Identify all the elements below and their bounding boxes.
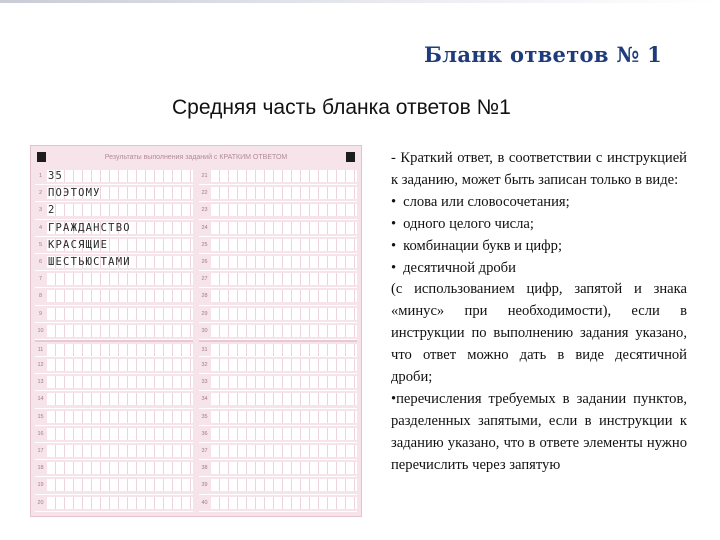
- answer-row: [199, 495, 357, 512]
- answer-cells[interactable]: [47, 411, 193, 423]
- handwritten-answer: КРАСЯЩИЕ: [48, 238, 109, 251]
- bullet-icon: •: [391, 193, 397, 210]
- task-number: 32: [201, 362, 208, 369]
- task-number: 40: [201, 499, 208, 506]
- answer-cells[interactable]: [211, 462, 357, 474]
- answer-row: [199, 409, 357, 426]
- answer-row: [199, 288, 357, 305]
- task-number: 20: [37, 499, 44, 506]
- answer-cells[interactable]: [47, 170, 193, 182]
- list-item: [391, 192, 687, 214]
- task-number: 13: [37, 379, 44, 386]
- answer-cells[interactable]: [47, 308, 193, 320]
- answer-row: [35, 185, 193, 202]
- task-number: 30: [201, 327, 208, 334]
- answer-cells[interactable]: [211, 204, 357, 216]
- handwritten-answer: ГРАЖДАНСТВО: [48, 221, 131, 234]
- answer-row: [199, 340, 357, 357]
- list-item: [391, 389, 687, 477]
- answer-cells[interactable]: [211, 479, 357, 491]
- answer-row: [199, 391, 357, 408]
- bullet-icon: •: [391, 215, 397, 232]
- answer-row: [199, 357, 357, 374]
- list-item: [391, 236, 687, 258]
- answer-cells[interactable]: [211, 411, 357, 423]
- answer-row: [35, 357, 193, 374]
- task-number: 28: [201, 293, 208, 300]
- list-item-text: комбинации букв и цифр;: [403, 237, 562, 254]
- task-number: 3: [38, 207, 43, 214]
- top-decorative-rule: [0, 0, 720, 3]
- answer-row: [35, 426, 193, 443]
- list-item: [391, 214, 687, 236]
- task-number: 34: [201, 396, 208, 403]
- list-item-text: десятичной дроби: [403, 259, 516, 276]
- answer-row: [199, 477, 357, 494]
- task-number: 7: [38, 276, 43, 283]
- answer-row: [35, 443, 193, 460]
- task-number: 33: [201, 379, 208, 386]
- task-number: 17: [37, 448, 44, 454]
- answer-sheet-form: [30, 145, 362, 517]
- answer-row: [199, 426, 357, 443]
- answer-row: [35, 306, 193, 323]
- task-number: 38: [201, 465, 208, 472]
- answer-cells[interactable]: [211, 170, 357, 182]
- task-number: 39: [201, 482, 208, 489]
- answer-row: [199, 460, 357, 477]
- task-number: 29: [201, 310, 208, 317]
- task-number: 6: [38, 258, 43, 265]
- answer-row: [199, 443, 357, 460]
- answer-cells[interactable]: [47, 290, 193, 302]
- task-number: 35: [201, 413, 208, 420]
- task-number: 5: [38, 241, 43, 248]
- answer-row: [35, 254, 193, 271]
- answer-row: [35, 323, 193, 340]
- answer-row: [35, 168, 193, 185]
- answer-cells[interactable]: [47, 359, 193, 371]
- task-number: 10: [37, 327, 44, 334]
- handwritten-answer: 35: [48, 170, 64, 182]
- handwritten-answer: ШЕСТЬЮСТАМИ: [48, 255, 131, 268]
- bullet-icon: •: [391, 237, 397, 254]
- answer-row: [35, 288, 193, 305]
- answer-cells[interactable]: [47, 479, 193, 491]
- handwritten-answer: ПОЭТОМУ: [48, 187, 101, 200]
- answer-cells[interactable]: [211, 359, 357, 371]
- answer-cells[interactable]: [47, 325, 193, 337]
- answer-row: [35, 237, 193, 254]
- answer-cells[interactable]: [47, 273, 193, 285]
- answer-row: [35, 391, 193, 408]
- answer-row: [35, 460, 193, 477]
- answer-row: [199, 271, 357, 288]
- task-number: 22: [201, 190, 208, 197]
- answer-cells[interactable]: [211, 239, 357, 251]
- answer-cells[interactable]: [47, 428, 193, 440]
- answer-cells[interactable]: [47, 497, 193, 509]
- answer-row: [199, 374, 357, 391]
- answer-row: [35, 374, 193, 391]
- answer-row: [35, 202, 193, 219]
- answer-row: [199, 254, 357, 271]
- answer-row: [35, 340, 193, 357]
- slide-subtitle: Средняя часть бланка ответов №1: [172, 96, 511, 119]
- instructions-text: [391, 148, 687, 477]
- answer-cells[interactable]: [211, 344, 357, 356]
- answer-row: [199, 237, 357, 254]
- task-number: 23: [201, 207, 208, 214]
- answer-row: [35, 477, 193, 494]
- answer-cells[interactable]: [211, 256, 357, 268]
- task-number: 9: [38, 310, 43, 317]
- task-number: 24: [201, 224, 208, 231]
- task-number: 21: [201, 173, 208, 179]
- task-number: 18: [37, 465, 44, 472]
- answer-cells[interactable]: [211, 393, 357, 405]
- task-number: 12: [37, 362, 44, 369]
- answer-cells[interactable]: [211, 273, 357, 285]
- answer-row: [199, 323, 357, 340]
- task-number: 19: [37, 482, 44, 489]
- task-number: 2: [38, 190, 43, 197]
- answer-row: [35, 495, 193, 512]
- answer-row: [199, 185, 357, 202]
- task-number: 31: [201, 346, 208, 353]
- answer-cells[interactable]: [47, 344, 193, 356]
- answer-cells[interactable]: [47, 204, 193, 216]
- task-number: 37: [201, 448, 208, 454]
- task-number: 14: [37, 396, 44, 403]
- answers-column-left: [35, 168, 193, 512]
- task-number: 36: [201, 430, 208, 437]
- answer-cells[interactable]: [47, 445, 193, 457]
- answer-row: [199, 168, 357, 185]
- answer-cells[interactable]: [211, 308, 357, 320]
- task-number: 8: [38, 293, 43, 300]
- form-header: Результаты выполнения заданий с КРАТКИМ ОТВЕТОМ: [104, 154, 288, 161]
- answer-format-list: [391, 192, 687, 280]
- list-item-text: одного целого числа;: [403, 215, 534, 232]
- answer-cells[interactable]: [211, 325, 357, 337]
- instructions-intro: - Краткий ответ, в соответствии с инструкцией к заданию, может быть записан только в виде:: [391, 150, 687, 188]
- task-number: 25: [201, 241, 208, 248]
- task-number: 15: [37, 413, 44, 420]
- handwritten-answer: 2: [48, 204, 56, 217]
- answer-cells[interactable]: [211, 428, 357, 440]
- task-number: 4: [38, 224, 43, 231]
- answer-row: [199, 306, 357, 323]
- answer-row: [199, 202, 357, 219]
- bullet-icon: •: [391, 390, 397, 407]
- answer-cells[interactable]: [211, 222, 357, 234]
- list-item-text: слова или словосочетания;: [403, 193, 570, 210]
- list-item-text: перечисления требуемых в задании пунктов, разделенных запятыми, если в инструкции к заданию указано, что в ответе элементы нужно перечислить через запятую: [391, 390, 687, 473]
- answer-row: [199, 220, 357, 237]
- answer-cells[interactable]: [211, 290, 357, 302]
- answer-cells[interactable]: [211, 445, 357, 457]
- answer-row: [35, 271, 193, 288]
- answers-column-right: [199, 168, 357, 512]
- answer-row: [35, 409, 193, 426]
- task-number: 16: [37, 430, 44, 437]
- task-number: 1: [38, 173, 43, 179]
- answer-cells[interactable]: [47, 462, 193, 474]
- task-number: 11: [37, 346, 44, 353]
- answer-cells[interactable]: [211, 376, 357, 388]
- answer-cells[interactable]: [47, 393, 193, 405]
- slide-title: Бланк ответов № 1: [424, 42, 662, 67]
- answer-cells[interactable]: [211, 187, 357, 199]
- instructions-note: (с использованием цифр, запятой и знака «минус» при необходимости), если в инструкции по выполнению задания указано, что ответ можно дать в виде десятичной дроби;: [391, 281, 687, 386]
- task-number: 27: [201, 276, 208, 283]
- answer-cells[interactable]: [211, 497, 357, 509]
- answer-cells[interactable]: [47, 376, 193, 388]
- bullet-icon: •: [391, 259, 397, 276]
- list-item: [391, 258, 687, 280]
- task-number: 26: [201, 258, 208, 265]
- answer-row: [35, 220, 193, 237]
